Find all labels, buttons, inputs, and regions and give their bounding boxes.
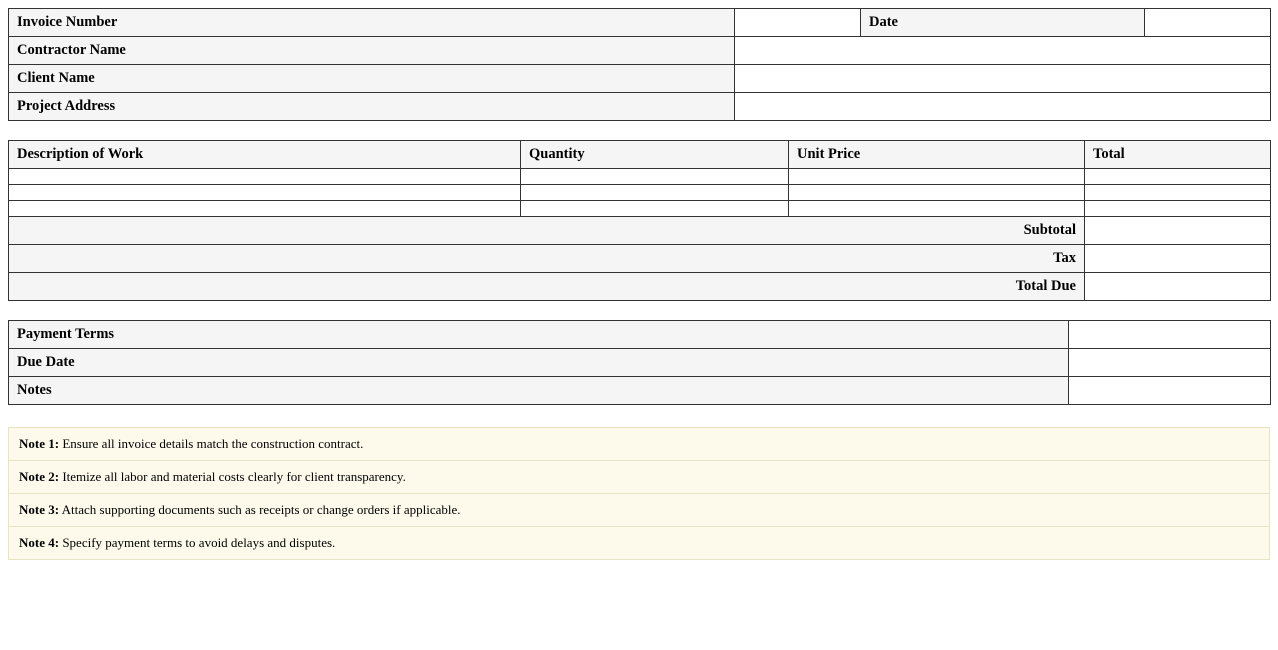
line-item-unit-price-field[interactable] [789,201,1085,217]
table-row [9,185,1271,201]
column-header-unit-price: Unit Price [789,141,1085,169]
project-address-label: Project Address [9,93,735,121]
terms-table [8,320,1271,405]
table-row [9,169,1271,185]
tax-label: Tax [9,245,1085,273]
invoice-number-label: Invoice Number [9,9,735,37]
tax-field[interactable] [1085,245,1271,273]
line-item-unit-price-field[interactable] [789,185,1085,201]
due-date-label: Due Date [9,349,1069,377]
note-row-4 [9,527,1270,560]
note-row-2 [9,461,1270,494]
line-item-description-field[interactable] [9,169,521,185]
table-row [9,273,1271,301]
table-row [9,201,1271,217]
total-due-field[interactable] [1085,273,1271,301]
list-item [9,494,1270,527]
table-row [9,9,1271,37]
subtotal-field[interactable] [1085,217,1271,245]
section-spacer [8,301,1270,320]
line-items-table [8,140,1271,301]
column-header-description: Description of Work [9,141,521,169]
table-row [9,245,1271,273]
invoice-number-field[interactable] [735,9,861,37]
line-item-description-field[interactable] [9,201,521,217]
note-1-label: Note 1: [19,436,60,451]
column-header-quantity: Quantity [521,141,789,169]
date-field[interactable] [1145,9,1271,37]
list-item [9,428,1270,461]
table-row [9,217,1271,245]
line-item-quantity-field[interactable] [521,185,789,201]
notes-label: Notes [9,377,1069,405]
note-2-label: Note 2: [19,469,60,484]
project-address-field[interactable] [735,93,1271,121]
contractor-name-label: Contractor Name [9,37,735,65]
note-row-3 [9,494,1270,527]
line-item-total-field[interactable] [1085,185,1271,201]
notes-table [8,427,1270,560]
payment-terms-label: Payment Terms [9,321,1069,349]
total-due-label: Total Due [9,273,1085,301]
line-item-description-field[interactable] [9,185,521,201]
table-row [9,93,1271,121]
note-2-text: Itemize all labor and material costs clearly for client transparency. [59,469,406,484]
table-row [9,377,1271,405]
notes-field[interactable] [1069,377,1271,405]
line-item-quantity-field[interactable] [521,201,789,217]
table-row [9,349,1271,377]
column-header-total: Total [1085,141,1271,169]
note-4-label: Note 4: [19,535,60,550]
client-name-field[interactable] [735,65,1271,93]
line-item-unit-price-field[interactable] [789,169,1085,185]
payment-terms-field[interactable] [1069,321,1271,349]
list-item [9,461,1270,494]
note-row-1 [9,428,1270,461]
line-item-quantity-field[interactable] [521,169,789,185]
client-name-label: Client Name [9,65,735,93]
table-row [9,65,1271,93]
due-date-field[interactable] [1069,349,1271,377]
line-item-total-field[interactable] [1085,169,1271,185]
list-item [9,527,1270,560]
table-row [9,37,1271,65]
note-1-text: Ensure all invoice details match the construction contract. [59,436,364,451]
note-4-text: Specify payment terms to avoid delays and disputes. [59,535,336,550]
line-item-total-field[interactable] [1085,201,1271,217]
subtotal-label: Subtotal [9,217,1085,245]
table-header-row [9,141,1271,169]
table-row [9,321,1271,349]
contractor-name-field[interactable] [735,37,1271,65]
section-spacer [8,405,1270,427]
note-3-text: Attach supporting documents such as receipts or change orders if applicable. [59,502,461,517]
invoice-header-table [8,8,1271,121]
section-spacer [8,121,1270,140]
date-label: Date [861,9,1145,37]
note-3-label: Note 3: [19,502,60,517]
